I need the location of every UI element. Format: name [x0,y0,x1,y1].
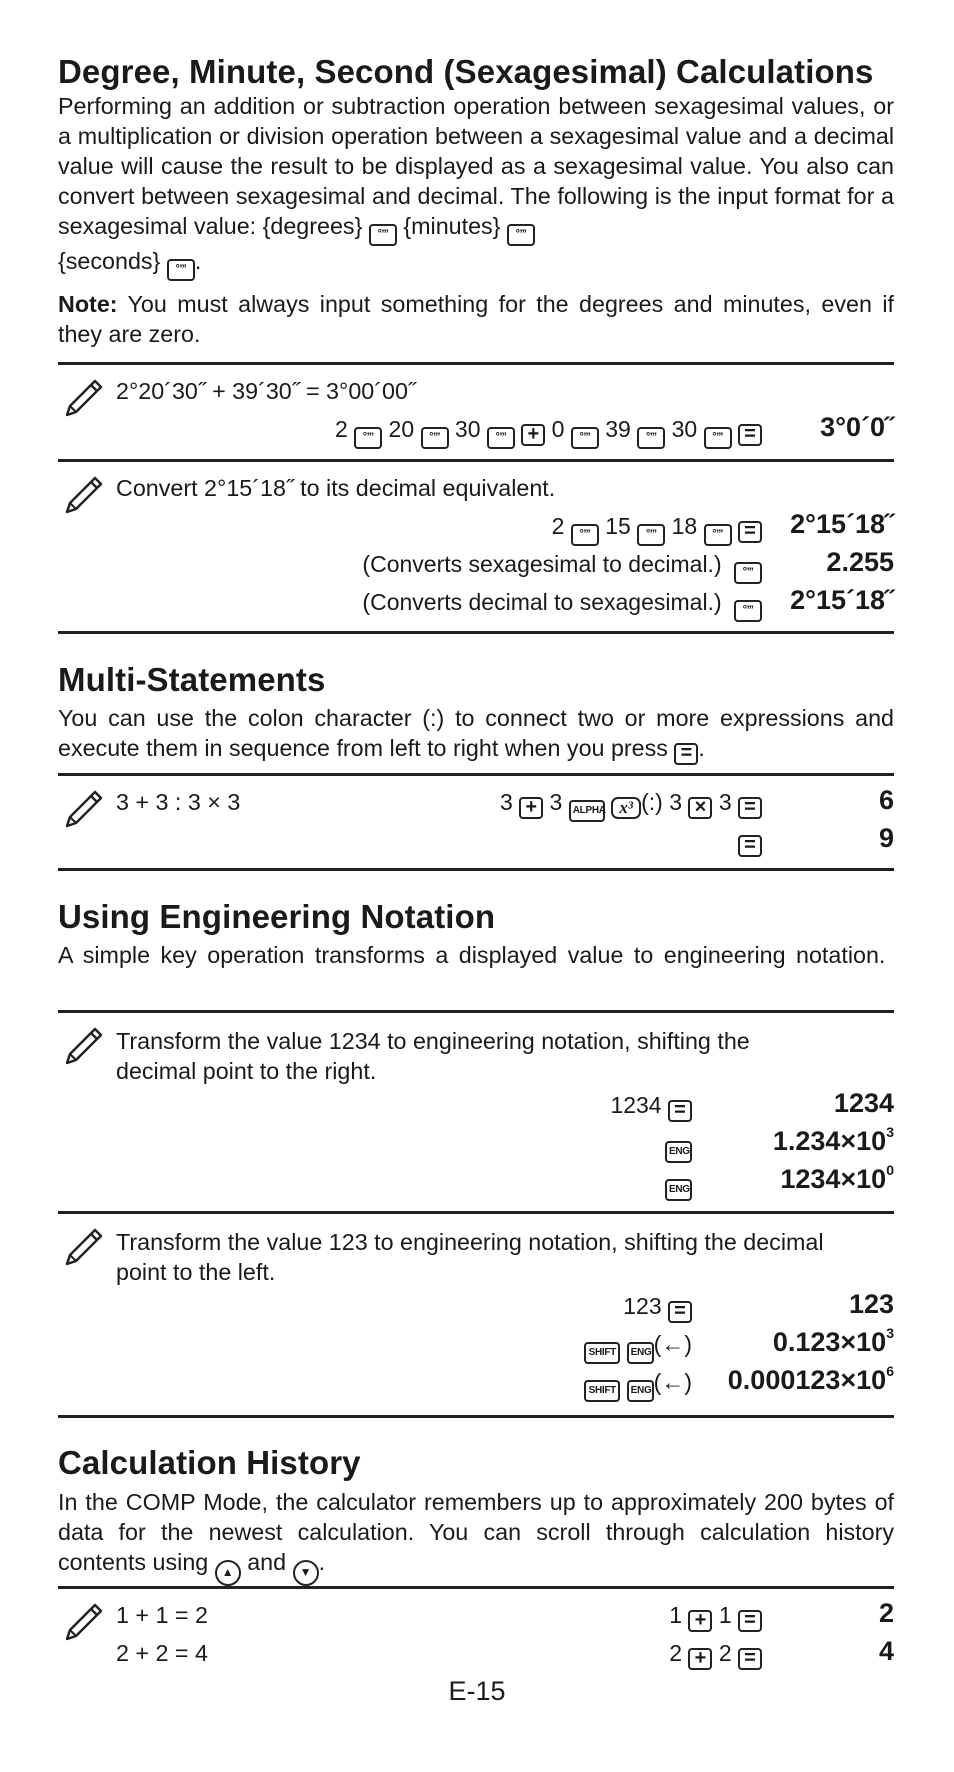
result-display: 123 [848,1289,894,1319]
example-description: Convert 2°15´18˝ to its decimal equivalent. [116,475,556,501]
sexagesimal-key: °’’’ [637,524,665,546]
x-cubed-key: x³ [611,797,641,819]
section-title-history: Calculation History [58,1444,361,1481]
key-sequence: 2 °’’’ 20 °’’’ 30 °’’’ + 0 °’’’ 39 °’’’ 30 °’’’ = [335,416,762,449]
multi-statements-intro: You can use the colon character (:) to connect two or more expressions and execute them in sequence from left to right when you press = . [58,705,894,764]
result-display: 2 [878,1598,894,1628]
divider [58,1586,894,1589]
eng-key: ENG [627,1380,654,1402]
eng-key: ENG [665,1141,692,1163]
example-description: Transform the value 1234 to engineering notation, shifting the decimal point to the right. [116,1028,750,1084]
sexagesimal-key: °’’’ [421,427,449,449]
example-description: Transform the value 123 to engineering notation, shifting the decimal point to the left. [116,1229,824,1285]
sexagesimal-key: °’’’ [704,427,732,449]
equals-key: = [738,797,762,819]
divider [58,773,894,776]
key-sequence: 1234 = [610,1092,692,1122]
sexagesimal-key: °’’’ [637,427,665,449]
sexagesimal-key: °’’’ [167,259,195,281]
key-sequence [665,1130,692,1163]
result-display: $0.000123\times 10^6$ [727,1363,894,1395]
engineering-intro: A simple key operation transforms a displayed value to engineering notation. [58,942,886,968]
example-description: 2 + 2 = 4 [116,1640,208,1666]
shift-key: SHIFT [584,1342,620,1364]
alpha-key: ALPHA [569,800,605,822]
plus-key: + [519,797,543,819]
divider [58,1211,894,1214]
sexagesimal-key: °’’’ [734,600,762,622]
key-sequence [738,827,762,857]
divider [58,1010,894,1013]
eng-key: ENG [627,1342,654,1364]
result-display: 2°15´18˝ [790,509,894,539]
note-text: You must always input something for the degrees and minutes, even if they are zero. [58,291,894,347]
divider [58,1415,894,1418]
note-label: Note: [58,291,118,317]
example-multi-statement [58,785,894,861]
sexagesimal-intro: Performing an addition or subtraction operation between sexagesimal values, or a multiplication or division operation between a sexagesimal value and a decimal value will cause the result to be displayed as a sexagesimal value. You also can convert between sexagesimal and decimal. The following is the input format for a sexagesimal value: {degrees} °’’’ {minutes} °’’’ {seconds} °’’’ . [58,91,894,281]
result-display: 4 [878,1636,894,1666]
key-sequence [665,1168,692,1201]
example-sexagesimal-add [58,374,894,450]
plus-key: + [688,1648,712,1670]
key-sequence: SHIFT ENG(←) [584,1369,692,1402]
key-sequence: (Converts decimal to sexagesimal.) °’’’ [362,589,762,622]
sexagesimal-key: °’’’ [507,224,535,246]
sexagesimal-key: °’’’ [571,427,599,449]
key-sequence: (Converts sexagesimal to decimal.) °’’’ [362,551,762,584]
example-description: 3 + 3 : 3 × 3 [116,789,241,815]
result-display: $0.123\times 10^3$ [772,1325,894,1357]
example-eng-right [58,1022,894,1202]
result-display: 1234 [833,1088,894,1118]
example-eng-left [58,1223,894,1403]
result-display: 6 [878,785,894,815]
equals-key: = [738,1610,762,1632]
times-key: × [688,797,712,819]
eng-key: ENG [665,1179,692,1201]
sexagesimal-key: °’’’ [369,224,397,246]
sexagesimal-key: °’’’ [571,524,599,546]
key-sequence: 1 + 1 = [669,1602,762,1632]
divider [58,868,894,871]
divider [58,362,894,365]
section-title-multi-statements: Multi-Statements [58,661,326,698]
result-display: 2.255 [826,547,894,577]
example-description: 2°20´30˝ + 39´30˝ = 3°00´00˝ [116,378,416,404]
sexagesimal-key: °’’’ [487,427,515,449]
key-sequence: 123 = [623,1293,692,1323]
sexagesimal-key: °’’’ [354,427,382,449]
divider [58,459,894,462]
section-title-engineering: Using Engineering Notation [58,898,496,935]
equals-key: = [738,424,762,446]
key-sequence: 2 °’’’ 15 °’’’ 18 °’’’ = [552,513,762,546]
plus-key: + [688,1610,712,1632]
history-intro: In the COMP Mode, the calculator remembers up to approximately 200 bytes of data for the newest calculation. You can scroll through calculation history contents using ▲ and ▼ . [58,1487,894,1586]
page-number: E-15 [448,1676,506,1706]
section-title-sexagesimal: Degree, Minute, Second (Sexagesimal) Calculations [58,53,874,90]
example-description: 1 + 1 = 2 [116,1602,208,1628]
sexagesimal-key: °’’’ [704,524,732,546]
plus-key: + [521,424,545,446]
equals-key: = [674,743,698,765]
divider [58,631,894,634]
equals-key: = [738,835,762,857]
result-display: 2°15´18˝ [790,585,894,615]
sexagesimal-key: °’’’ [734,562,762,584]
note-paragraph [58,289,894,349]
down-arrow-key: ▼ [293,1560,319,1586]
equals-key: = [738,521,762,543]
result-display: $1.234\times 10^3$ [772,1124,894,1156]
example-sexagesimal-convert [58,471,894,623]
equals-key: = [738,1648,762,1670]
example-history [58,1598,894,1674]
key-sequence: 3 + 3 ALPHA x³ (:) 3 × 3 = [500,789,762,822]
key-sequence: 2 + 2 = [669,1640,762,1670]
shift-key: SHIFT [584,1380,620,1402]
equals-key: = [668,1100,692,1122]
result-display: 9 [878,823,894,853]
result-display: 3°0´0˝ [820,412,894,442]
equals-key: = [668,1301,692,1323]
result-display: $1234\times 10^0$ [780,1162,894,1194]
up-arrow-key: ▲ [215,1560,241,1586]
key-sequence: SHIFT ENG(←) [584,1331,692,1364]
